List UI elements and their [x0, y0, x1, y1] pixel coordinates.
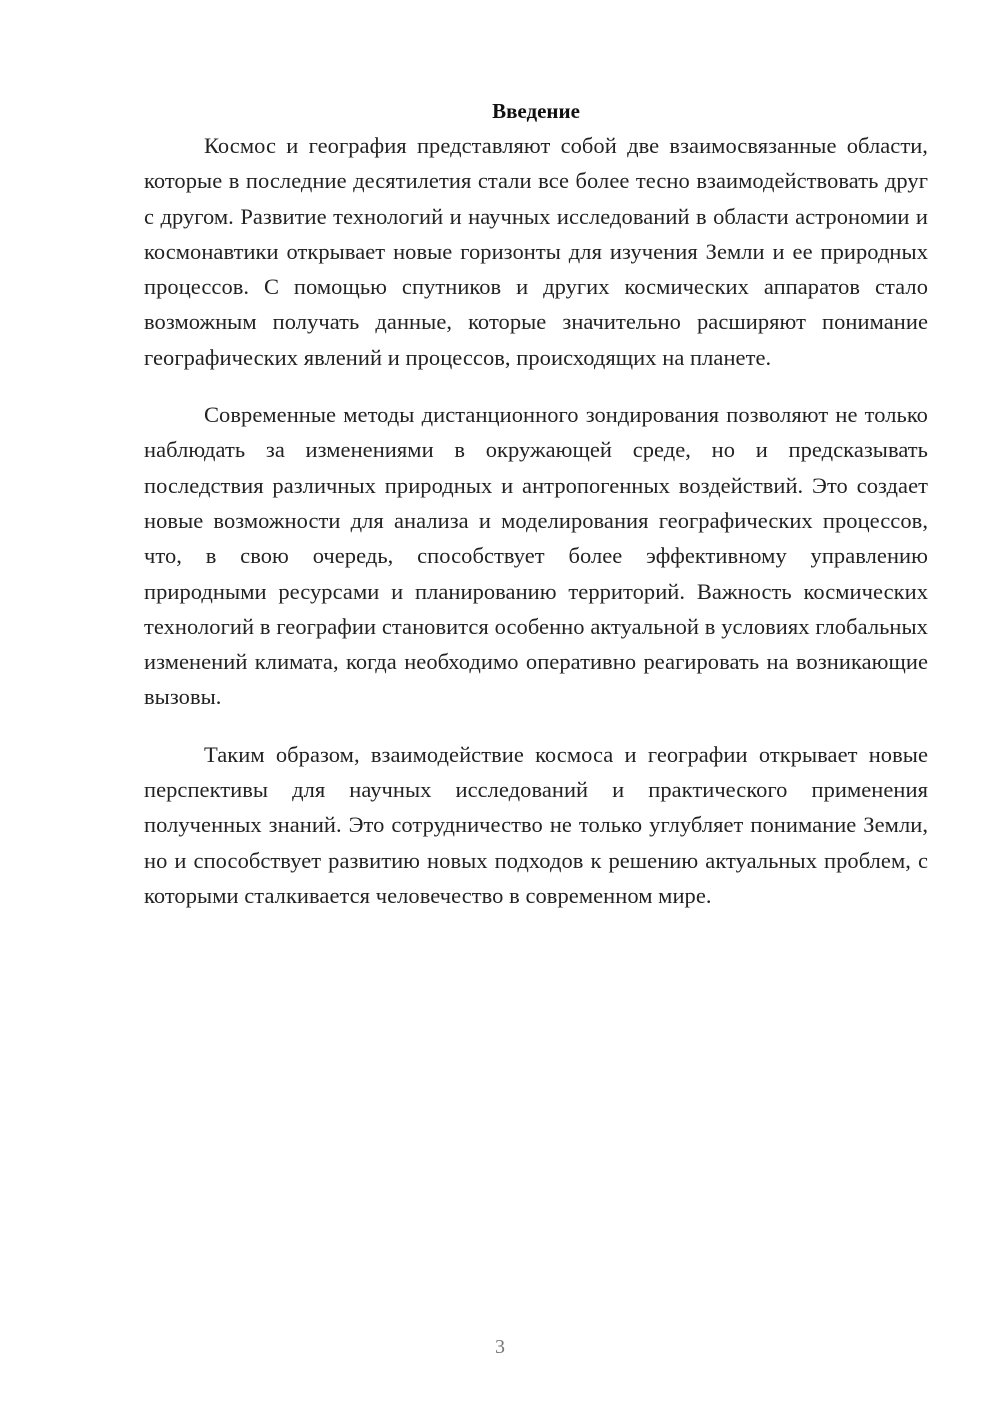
- page-number: 3: [495, 1336, 505, 1358]
- section-title: Введение: [492, 99, 580, 123]
- paragraph-1: Космос и география представляют собой две взаимосвязанные области, которые в последние десятилетия стали все более тесно взаимодействовать друг с другом. Развитие технологий и научных исследований в области астрономии и космонавтики открывает новые горизонты для изучения Земли и ее природных процессов. С помощью спутников и других космических аппаратов стало возможным получать данные, которые значительно расширяют понимание географических явлений и процессов, происходящих на планете.: [144, 133, 928, 370]
- paragraph-2: Современные методы дистанционного зондирования позволяют не только наблюдать за изменениями в окружающей среде, но и предсказывать последствия различных природных и антропогенных воздействий. Это создает новые возможности для анализа и моделирования географических процессов, что, в свою очередь, способствует более эффективному управлению природными ресурсами и планированию территорий. Важность космических технологий в географии становится особенно актуальной в условиях глобальных изменений климата, когда необходимо оперативно реагировать на возникающие вызовы.: [144, 402, 928, 710]
- page-content: [144, 96, 928, 935]
- paragraph-3: Таким образом, взаимодействие космоса и географии открывает новые перспективы для научных исследований и практического применения полученных знаний. Это сотрудничество не только углубляет понимание Земли, но и способствует развитию новых подходов к решению актуальных проблем, с которыми сталкивается человечество в современном мире.: [144, 741, 928, 908]
